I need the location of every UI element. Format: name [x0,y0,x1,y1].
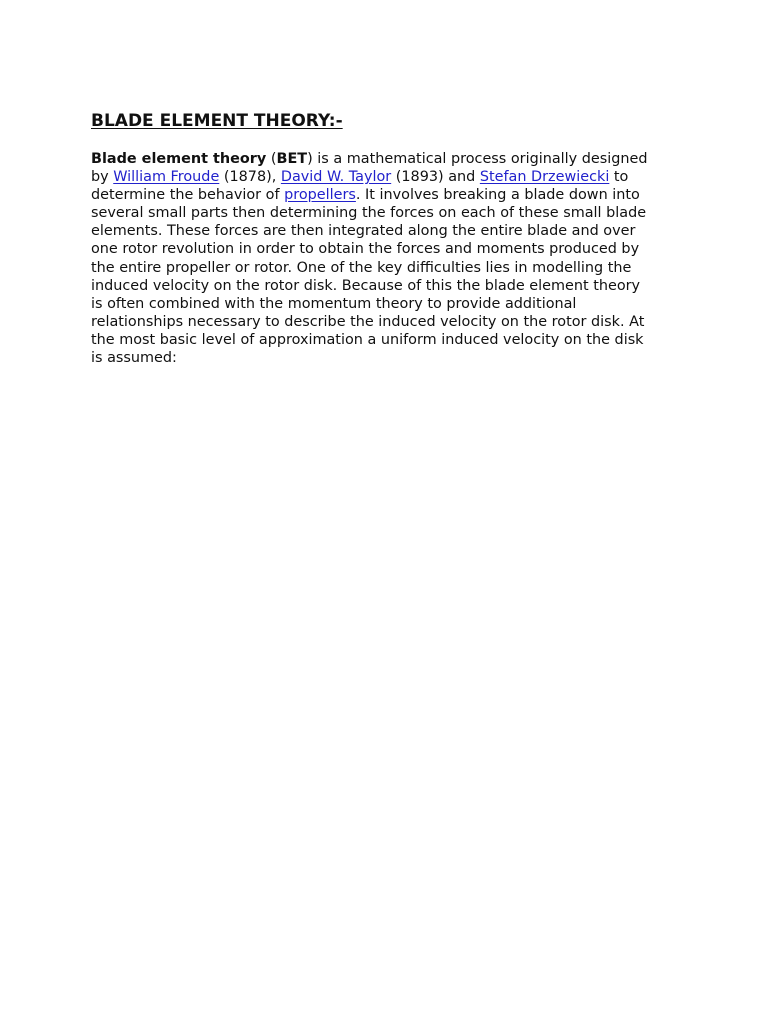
paragraph-line-7: the entire propeller or rotor. One of the key difficulties lies in modelling the [91,259,632,276]
paragraph-line-2 [91,168,681,186]
paragraph-line-3 [91,186,681,204]
paragraph-line-1 [91,150,681,168]
paragraph-line-9: is often combined with the momentum theory to provide additional [91,295,577,312]
text-segment: (1878), [219,169,281,186]
text-segment: (1893) and [391,169,480,186]
text-segment: by [91,169,114,186]
body-paragraph [91,150,681,367]
link-stefan-drzewiecki[interactable]: Stefan Drzewiecki [479,169,610,186]
link-david-w-taylor[interactable]: David W. Taylor [280,169,392,186]
paragraph-line-5: elements. These forces are then integrated along the entire blade and over [91,223,636,240]
paragraph-line-4: several small parts then determining the forces on each of these small blade [91,205,647,222]
bold-abbreviation: BET [276,151,308,167]
paragraph-line-6: one rotor revolution in order to obtain the forces and moments produced by [91,241,640,258]
text-segment: determine the behavior of [91,187,285,204]
paragraph-line-10: relationships necessary to describe the induced velocity on the rotor disk. At [91,313,645,330]
bold-term: Blade element theory [91,151,267,167]
paragraph-line-11: the most basic level of approximation a uniform induced velocity on the disk [91,331,644,348]
text-segment: ( [266,151,277,167]
paragraph-line-12: is assumed: [91,350,177,367]
text-segment: to [609,169,629,186]
link-william-froude[interactable]: William Froude [113,169,220,186]
paragraph-line-8: induced velocity on the rotor disk. Because of this the blade element theory [91,277,641,294]
text-segment: . It involves breaking a blade down into [355,187,640,204]
link-propellers[interactable]: propellers [284,187,356,204]
section-heading: BLADE ELEMENT THEORY:- [91,111,343,131]
text-segment: ) is a mathematical process originally designed [307,151,648,167]
